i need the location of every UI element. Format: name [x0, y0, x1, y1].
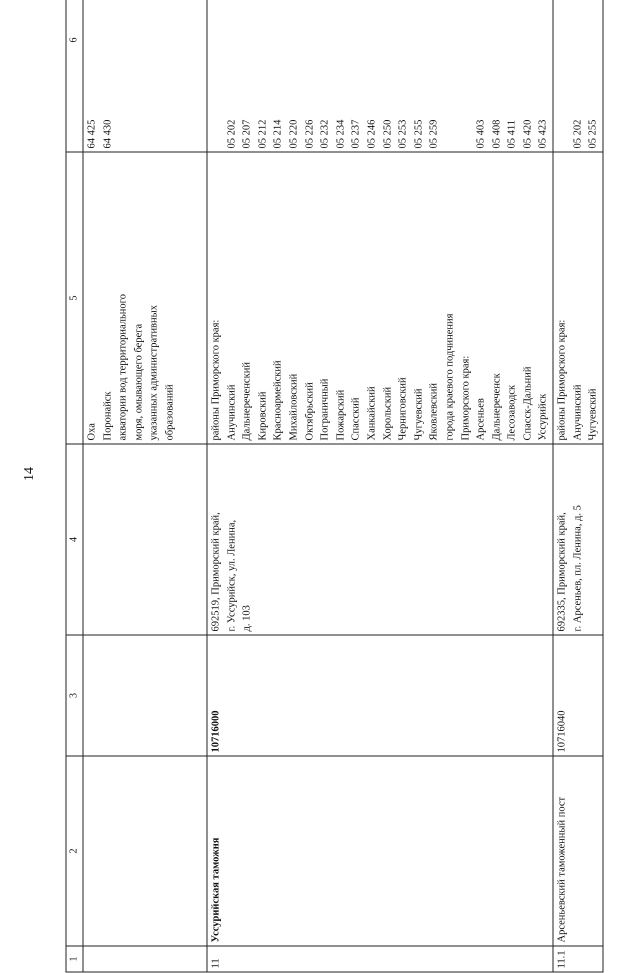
code-line: 05 403: [475, 119, 487, 149]
area-line: Пожарский: [335, 389, 347, 441]
area-line: районы Приморского края:: [210, 319, 222, 441]
cell-areas: [553, 152, 603, 444]
customs-table: [66, 0, 604, 973]
header-col-4: 4: [66, 444, 83, 635]
code-line: 05 226: [304, 119, 316, 149]
area-line: акватории вод территориального: [117, 294, 129, 441]
table-row-11-1: [553, 0, 603, 972]
area-line: Поронайск: [102, 391, 114, 441]
cell-areas: [83, 152, 207, 444]
code-line: [209, 0, 225, 149]
cell-number: [83, 946, 207, 972]
area-line: Анучинский: [572, 384, 584, 441]
code-line: 05 250: [382, 119, 394, 149]
code-line: 05 255: [413, 119, 425, 149]
address-line: г. Уссурийск, ул. Ленина,: [226, 519, 238, 632]
code-line: 05 255: [587, 119, 599, 149]
cell-okato-codes: [207, 0, 553, 152]
area-line: Спасский: [350, 397, 362, 441]
area-line: моря, омывающего берега: [133, 323, 145, 441]
code-line: 05 420: [522, 119, 534, 149]
code-line: [555, 0, 571, 149]
address-line: г. Арсеньев, пл. Ленина, д. 5: [572, 505, 584, 632]
area-line: Лесозаводск: [506, 384, 518, 441]
cell-code: 10716040: [553, 635, 603, 756]
area-line: Чугуевский: [413, 388, 425, 441]
area-line: Михайловский: [288, 373, 300, 441]
code-line: 05 408: [491, 119, 503, 149]
cell-okato-codes: [553, 0, 603, 152]
area-line: Октябрьский: [304, 382, 316, 441]
code-line: 05 253: [397, 119, 409, 149]
cell-code: 10716000: [207, 635, 553, 756]
area-line: Кировский: [257, 391, 269, 441]
area-line: Черниговский: [397, 377, 409, 441]
code-line: [442, 0, 458, 149]
area-line: Оха: [86, 423, 98, 441]
area-line: Дальнереченский: [241, 362, 253, 441]
code-line: 05 207: [241, 119, 253, 149]
code-line: 05 202: [572, 119, 584, 149]
cell-name: Уссурийская таможня: [207, 756, 553, 946]
area-line: Яковлевский: [428, 383, 440, 441]
area-line: указанных административных: [148, 305, 160, 441]
area-line: районы Приморского края:: [556, 319, 568, 441]
area-line: Приморского края:: [460, 355, 471, 441]
cell-okato-codes: [83, 0, 207, 152]
area-line: Пограничный: [319, 378, 331, 441]
table-row-11: [207, 0, 553, 972]
table-row-continuation: [83, 0, 207, 972]
area-line: Чугуевский: [587, 388, 599, 441]
address-line: д. 103: [241, 605, 253, 632]
address-line: 692519, Приморский край,: [210, 512, 222, 632]
code-line: 05 232: [319, 119, 331, 149]
cell-address: [553, 444, 603, 635]
area-line: Уссурийск: [537, 393, 549, 441]
code-line: 05 411: [506, 120, 518, 149]
area-line: Дальнереченск: [491, 373, 503, 441]
cell-name: [83, 756, 207, 946]
code-line: 05 423: [537, 119, 549, 149]
cell-areas: [207, 152, 553, 444]
header-col-2: 2: [66, 756, 83, 946]
header-col-3: 3: [66, 635, 83, 756]
header-row: [66, 0, 83, 972]
cell-number: 11: [207, 946, 553, 972]
cell-code: [83, 635, 207, 756]
code-line: [458, 0, 474, 149]
cell-address: [83, 444, 207, 635]
area-line: Спасск-Дальний: [522, 366, 534, 441]
cell-name: Арсеньевский таможенный пост: [553, 756, 603, 946]
code-line: 05 234: [335, 119, 347, 149]
area-line: Арсеньев: [475, 398, 487, 441]
header-col-5: 5: [66, 152, 83, 444]
area-line: Хорольский: [382, 386, 394, 441]
code-line: 05 220: [288, 119, 300, 149]
area-line: Ханкайский: [366, 386, 378, 441]
code-line: 05 202: [226, 119, 238, 149]
code-line: 05 246: [366, 119, 378, 149]
code-line: 64 430: [102, 119, 114, 149]
header-col-6: 6: [66, 0, 83, 152]
header-col-1: 1: [66, 946, 83, 972]
cell-number: 11.1: [553, 946, 603, 972]
page-number: 14: [22, 467, 37, 481]
code-line: 05 259: [428, 119, 440, 149]
code-line: 05 237: [350, 119, 362, 149]
area-line: образований: [164, 384, 176, 441]
area-line: Анучинский: [226, 384, 238, 441]
area-line: города краевого подчинения: [444, 313, 456, 441]
cell-address: [207, 444, 553, 635]
code-line: 05 212: [257, 119, 269, 149]
rotated-table-container: [66, 0, 599, 973]
address-line: 692335, Приморский край,: [556, 512, 568, 632]
code-line: 05 214: [272, 119, 284, 149]
area-line: Красноармейский: [272, 360, 284, 441]
code-line: 64 425: [86, 119, 98, 149]
